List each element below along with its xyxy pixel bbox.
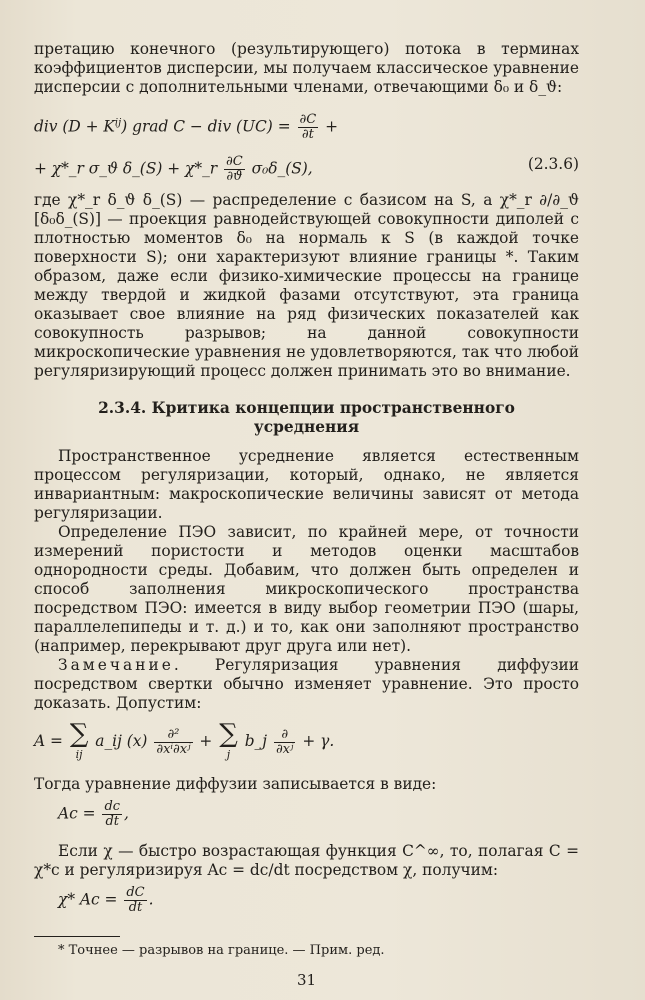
eq2-fraction1: $\frac{\text{∂²}}{\text{∂xⁱ∂xʲ}}$ — [156, 726, 191, 757]
eq1-tail: + — [325, 117, 338, 136]
eq1-fraction: $\frac{\partial C}{\partial t}$ — [299, 112, 317, 142]
paragraph-pe-definition: Определение ПЭО зависит, по крайней мере, от точности измерений пористости и методов оценки масштабов однородности среды. Добавим, что должен быть определен и способ заполнения микроскопического пространства посредством ПЭО: имеется в виду выбор геометрии ПЭО (шары, параллелепипеды и т. д.) и то, как они заполняют пространство (например, перекрывают друг друга или нет). — [34, 523, 579, 655]
eq4-lhs: χ* Ac = — [58, 890, 118, 909]
eq4-fraction: $\frac{dC}{dt}$ — [126, 885, 145, 915]
text-column — [34, 40, 579, 990]
footnote-divider — [34, 936, 120, 937]
paragraph-diffusion-form: Тогда уравнение диффузии записывается в виде: — [34, 775, 437, 793]
paragraph-averaging: Пространственное усреднение является естественным процессом регуляризации, который, однако, не является инвариантным: макроскопические величины зависят от метода регуляризации. — [34, 447, 579, 522]
sum-symbol-ij: ∑ ij — [69, 719, 89, 761]
eq3-tail: , — [124, 804, 129, 823]
section-title-line2: усреднения — [253, 418, 360, 436]
eq3-fraction: $\frac{dc}{dt}$ — [104, 799, 121, 829]
paragraph-remark — [34, 656, 579, 713]
remark-label: Замечание — [58, 656, 174, 674]
eq2-plus: + — [199, 732, 213, 750]
equation-2-3-6-line1 — [34, 103, 579, 143]
eq4-tail: . — [148, 890, 154, 909]
page-number: 31 — [296, 971, 317, 989]
footnote: * Точнее — разрывов на границе. — Прим. ред. — [58, 943, 385, 958]
eq1-mid: ) grad C − div (UC) = — [121, 117, 291, 136]
remark-text: . Регуляризация уравнения диффузии посредством свертки обычно изменяет уравнение. Это просто доказать. Допустим: — [34, 656, 579, 712]
eq2-tail: + γ. — [302, 732, 335, 750]
paragraph-boundary: где χ*_r δ_ϑ δ_(S) — распределение с базисом на S, а χ*_r ∂/∂_ϑ [δ₀δ_(S)] — проекция равнодействующей совокупности диполей с плотностью моментов δ₀ на нормаль к S (в каждой точке поверхности S); они характеризуют влияние границы *. Таким образом, даже если физико-химические процессы на границе между твердой и жидкой фазами отсутствуют, эта граница оказывает свое влияние на ряд физических показателей как совокупность разрывов; на данной совокупности микроскопические уравнения не удовлетворяются, так что любой регуляризирующий процесс должен принимать это во внимание. — [34, 191, 579, 380]
equation-convolved — [58, 880, 579, 918]
eq1-lhs: div (D + K — [34, 117, 115, 136]
eq1-line2-b: σ₀δ_(S), — [251, 159, 313, 178]
equation-number: (2.3.6) — [527, 155, 579, 173]
paragraph-intro: претацию конечного (результирующего) потока в терминах коэффициентов дисперсии, мы получаем классическое уравнение дисперсии с дополнительными членами, отвечающими δ₀ и δ_ϑ: — [34, 40, 579, 96]
eq2-term1: a_ij (x) — [95, 732, 148, 750]
eq2-term2: b_j — [244, 732, 268, 750]
eq1-line2-fraction: $\frac{\partial C}{\partial ϑ}$ — [226, 154, 243, 184]
section-heading — [34, 399, 579, 437]
equation-ac — [58, 794, 579, 834]
section-title-line1: 2.3.4. Критика концепции пространственного — [98, 399, 515, 417]
paragraph-regularization: Если χ — быстро возрастающая функция C^∞, то, полагая C = χ*c и регуляризируя Ac = dc/dt посредством χ, получим: — [34, 842, 579, 879]
sum-symbol-j: ∑ j — [219, 719, 238, 761]
equation-operator-a — [34, 717, 579, 775]
eq1-sup: ij — [114, 117, 122, 129]
eq2-fraction2: $\frac{\partial}{\text{∂xʲ}}$ — [275, 726, 294, 757]
eq3-lhs: Ac = — [58, 804, 96, 823]
equation-2-3-6-line2 — [34, 143, 579, 187]
eq2-lhs: A = — [34, 732, 63, 750]
eq1-line2-a: + χ*_r σ_ϑ δ_(S) + χ*_r — [34, 159, 218, 178]
